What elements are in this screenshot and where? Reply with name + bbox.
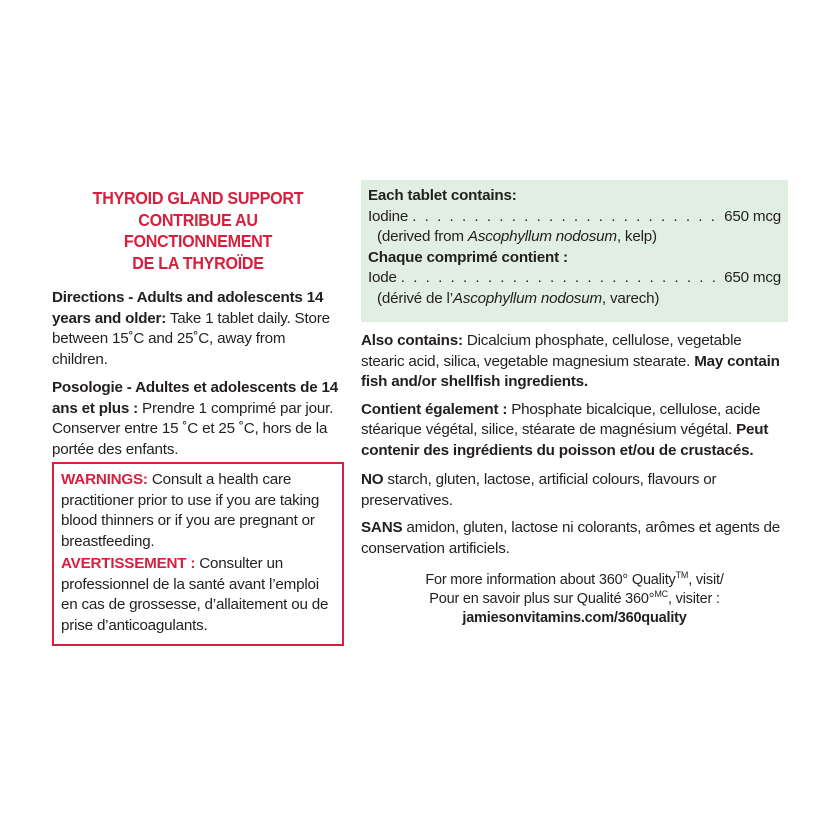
quality-fr: [361, 590, 788, 609]
warnings-en-text: Consult a health care practitioner prior to use if you are taking blood thinners or if you are pregnant or breastfeeding.: [61, 471, 320, 550]
also-contains-en-text: Dicalcium phosphate, cellulose, vegetable stearic acid, silica, vegetable magnesium stearate.: [361, 332, 742, 370]
quality-en-post: , visit/: [688, 572, 724, 588]
ingredient-amount-en: 650 mcg: [724, 207, 781, 225]
quality-fr-pre: Pour en savoir plus sur Qualité 360°: [429, 591, 655, 607]
free-from-fr-text: amidon, gluten, lactose ni colorants, arômes et agents de conservation artificiels.: [361, 519, 781, 557]
leader-dots: [412, 207, 720, 228]
directions-en-label: Directions - Adults and adolescents 14 years and older:: [52, 289, 324, 327]
marque-sup: MC: [654, 589, 668, 600]
source-fr-post: , varech): [601, 289, 660, 307]
warnings-fr: [61, 554, 335, 636]
source-en-species: Ascophyllum nodosum: [467, 228, 617, 245]
also-contains-en-label: Also contains:: [361, 332, 463, 349]
title-line-en: THYROID GLAND SUPPORT: [92, 188, 304, 208]
left-column: [52, 188, 344, 460]
directions-fr: [52, 378, 344, 460]
directions-en-text: Take 1 tablet daily. Store between 15˚C and 25˚C, away from children.: [52, 309, 330, 368]
also-contains-fr: [361, 400, 788, 462]
directions-fr-text: Prendre 1 comprimé par jour. Conserver entre 15 ˚C et 25 ˚C, hors de la portée des enfants.: [52, 399, 334, 458]
website-url: jamiesonvitamins.com/360quality: [462, 610, 687, 626]
title-line-fr-1: CONTRIBUE AU FONCTIONNEMENT: [123, 209, 273, 251]
also-contains-fr-label: Contient également :: [361, 400, 508, 418]
source-en-pre: (derived from: [377, 228, 468, 245]
warnings-fr-text: Consulter un professionnel de la santé avant l’emploi en cas de grossesse, d’allaitement ou de prise d’anticoagulants.: [61, 555, 329, 634]
ingredient-name-en: Iodine: [368, 207, 409, 225]
product-title: [64, 188, 333, 274]
ingredients-heading-en: Each tablet contains:: [368, 187, 517, 204]
allergen-warning-fr: Peut contenir des ingrédients du poisson et/ou de crustacés.: [361, 421, 769, 459]
trademark-sup: TM: [675, 570, 689, 581]
ingredient-amount-fr: 650 mcg: [724, 269, 781, 286]
right-column: [361, 180, 788, 628]
ingredient-source-fr: [368, 289, 781, 310]
ingredient-source-en: [368, 227, 781, 248]
free-from-en-text: starch, gluten, lactose, artificial colours, flavours or preservatives.: [361, 471, 717, 509]
quality-en: [361, 571, 788, 590]
ingredient-row-fr: [368, 268, 781, 289]
ingredients-panel: [361, 180, 788, 322]
free-from-fr-label: SANS: [361, 519, 403, 536]
warnings-en-label: WARNINGS:: [61, 471, 148, 488]
warnings-box: [52, 462, 344, 646]
free-from-fr: [361, 518, 788, 559]
quality-en-pre: For more information about 360° Quality: [425, 572, 676, 588]
warnings-en: [61, 470, 335, 552]
source-fr-species: Ascophyllum nodosum: [452, 289, 602, 307]
ingredients-heading-fr: Chaque comprimé contient :: [368, 248, 568, 266]
also-contains-fr-text: Phosphate bicalcique, cellulose, acide stéarique végétal, silice, stéarate de magnésium végétal.: [361, 400, 761, 438]
source-en-post: , kelp): [616, 228, 657, 245]
ingredient-name-fr: Iode: [368, 269, 397, 286]
free-from-en: [361, 470, 788, 511]
quality-fr-post: , visiter :: [667, 591, 720, 607]
source-fr-pre: (dérivé de l’: [377, 289, 453, 307]
quality-info: [361, 571, 788, 628]
leader-dots: [401, 268, 720, 289]
directions-en: [52, 288, 344, 370]
warnings-fr-label: AVERTISSEMENT :: [61, 555, 196, 572]
also-contains-en: [361, 331, 788, 393]
ingredient-row-en: [368, 207, 781, 228]
title-line-fr-2: DE LA THYROÏDE: [132, 252, 264, 273]
free-from-en-label: NO: [361, 471, 384, 488]
directions-fr-label: Posologie - Adultes et adolescents de 14 ans et plus :: [52, 379, 338, 417]
allergen-warning-en: May contain fish and/or shellfish ingredients.: [361, 352, 780, 390]
